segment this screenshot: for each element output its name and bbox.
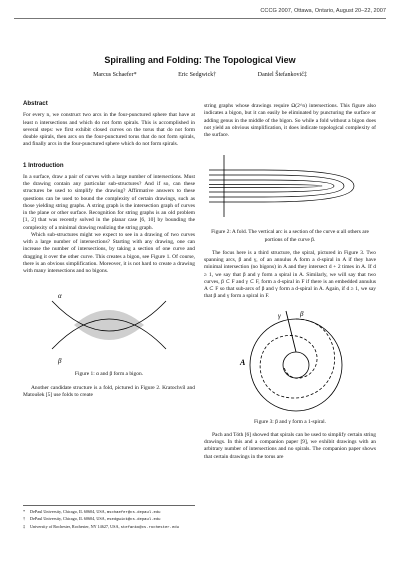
footnote — [23, 509, 195, 516]
author-name: Marcus Schaefer* — [93, 72, 137, 78]
footnote-mark: † — [23, 516, 26, 522]
left-column — [23, 100, 195, 399]
beta-label: β — [300, 309, 304, 318]
paper-title: Spiralling and Folding: The Topological View — [104, 55, 296, 65]
header-rule — [14, 18, 386, 19]
fold-curves — [209, 170, 354, 202]
bigon-region — [74, 310, 144, 340]
fold-diagram — [204, 145, 376, 227]
figure-3-caption: Figure 3: β and γ form a 1-spiral. — [254, 418, 326, 425]
footnote-email: esedgwick@cs.depaul.edu — [106, 518, 161, 523]
intro-paragraph: Which sub-structures might we expect to see in a drawing of two curves with a large number of intersections? Starting with any drawing, one can increase the number of intersections, by taking a section of one curve and dragging it over the other curve. This creates a bigon, see Figure 1. Of course, there is an obvious simplification. Moreover, it is not hard to create a drawing with many intersections and no bigons. — [23, 231, 195, 274]
footnote-email: stefanko@cs.rochester.edu — [120, 525, 179, 530]
footnote — [23, 524, 195, 531]
intro-paragraph: In a surface, draw a pair of curves with a large number of intersections. Must the drawing contain any particular sub-structures? And if so, can these structures be used to simplify the drawing? Affirmative answers to these questions can be used to bound the complexity of certain drawings, such as those yielding string graphs. A string graph is the intersection graph of curves in the plane or other surface. Recognition for string graphs is an old problem [1, 2] that was recently solved in the planar case [6, 10] by bounding the complexity of a minimal drawing realizing the string graph. — [23, 173, 195, 231]
figure-3 — [204, 307, 376, 426]
annulus-outer — [250, 319, 342, 411]
beta-arc — [286, 311, 296, 352]
footnote-text: DePaul University, Chicago, IL 60604, USA, — [30, 516, 106, 522]
gamma-label: γ — [278, 311, 281, 320]
footnote-text: University of Rochester, Rochester, NY 14627, USA, — [30, 523, 120, 529]
figure-1 — [23, 281, 195, 378]
figure-2-caption: Figure 2: A fold. The vertical arc is a section of the curve α all others are portions of the curve β. — [211, 229, 369, 243]
annulus-label: A — [240, 357, 246, 367]
alpha-label: α — [58, 292, 62, 301]
author-name: Eric Sedgwick† — [178, 72, 217, 78]
body-paragraph: string graphs whose drawings require Ω(2^n) intersections. This figure also indicates a bigon, but it can easily be eliminated by puncturing the surface or adding genus in the middle of the bigon. So while a fold without a bigon does not yield an obvious simplification, it does indicate topological complexity of the surface. — [204, 103, 376, 138]
body-paragraph: The focus here is a third structure, the spiral, pictured in Figure 3. Two spanning arcs, β and γ, of an annulus A form a d-spiral in A if they have minimal intersection (no bigons) in A and they intersect d + 2 times in A. If d ≥ 1, we say that β and γ form a spiral in A. Similarly, we will say that two curves, β ⊂ F and γ ⊂ F, form a d-spiral in F if there is an embedded annulus A ⊂ F so that sub-arcs of β and γ form a d-spiral in A. Again, if d ≥ 1, we say that β and γ form a spiral in F. — [204, 249, 376, 300]
footnote-email: mschaefer@cs.depaul.edu — [106, 511, 161, 515]
figure-1-caption: Figure 1: α and β form a bigon. — [74, 371, 144, 378]
author-name: Daniel Štefankovič‡ — [257, 72, 307, 78]
figure-2 — [204, 145, 376, 244]
bigon-diagram — [44, 281, 174, 369]
section-heading: 1 Introduction — [23, 161, 64, 169]
abstract-text: For every n, we construct two arcs in the four-punctured sphere that have at least n intersections and which do not form spirals. This is accomplished in several steps: we first exhibit closed curves on the torus that do not form double spirals, then arcs on the four-punctured torus that do not form spirals, and finally arcs in the four-punctured sphere which do not form spirals. — [23, 112, 195, 148]
running-head: CCCG 2007, Ottawa, Ontario, August 20–22, 2007 — [260, 8, 386, 14]
beta-label: β — [58, 357, 62, 366]
footnotes — [23, 505, 195, 531]
intro-paragraph: Another candidate structure is a fold, pictured in Figure 2. Kratochvíl and Matoušek [5] use folds to create — [23, 384, 195, 398]
gamma-spiral — [260, 319, 334, 398]
annulus-inner — [283, 352, 309, 378]
spiral-diagram — [204, 307, 376, 417]
right-column — [204, 103, 376, 461]
footnote-text: DePaul University, Chicago, IL 60604, USA, — [30, 509, 106, 514]
body-paragraph: Pach and Tóth [6] showed that spirals can be used to simplify certain string drawings. In this and a companion paper [9], we exhibit drawings with an arbitrary number of intersections and no spirals. The companion paper shows that certain drawings in the torus are — [204, 431, 376, 460]
footnote — [23, 516, 195, 523]
footnote-mark: * — [23, 509, 26, 514]
footnote-mark: ‡ — [23, 523, 26, 529]
author-list — [0, 72, 400, 78]
abstract-heading: Abstract — [23, 100, 48, 107]
